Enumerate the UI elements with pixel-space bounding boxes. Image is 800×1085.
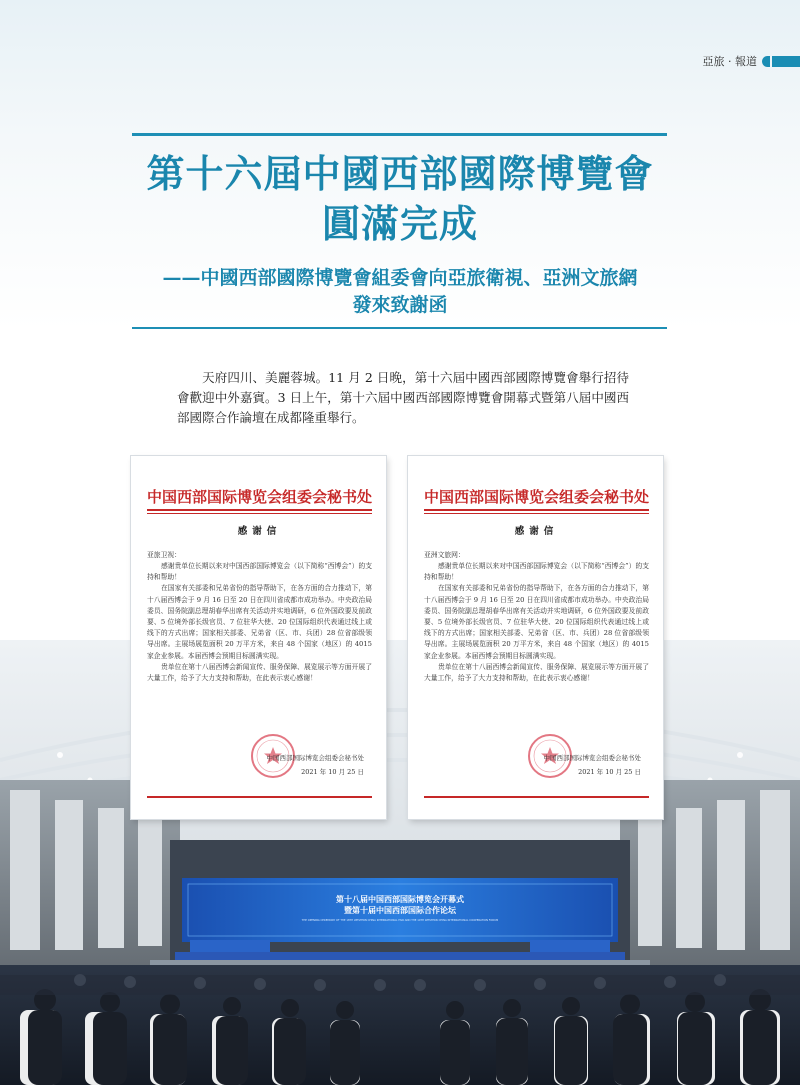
- letter-org-head: 中国西部国际博览会组委会秘书处: [424, 488, 650, 506]
- letter-signature-org: 中国西部国际博览会组委会秘书处: [543, 754, 641, 762]
- letter-signature-date: 2021 年 10 月 25 日: [301, 768, 364, 776]
- letter-signature-date: 2021 年 10 月 25 日: [578, 768, 641, 776]
- letter-head-rule-thin: [147, 513, 372, 514]
- conference-hall-photo: [0, 640, 800, 1085]
- letter-body: [424, 561, 649, 684]
- screen-title-line-1: 第十八届中国西部国际博览会开幕式: [336, 895, 464, 904]
- subtitle-line-1: ——中國西部國際博覽會組委會向亞旅衛視、亞洲文旅網: [162, 267, 638, 289]
- section-label-text: 亞旅 · 報道: [702, 55, 757, 68]
- letter-signature: [267, 751, 365, 779]
- letter-head-rule: [424, 509, 649, 511]
- thank-you-letter-left: [131, 456, 386, 819]
- subtitle-line-2: 發來致謝函: [352, 294, 448, 316]
- letter-doc-title: 感谢信: [514, 526, 559, 537]
- letter-body: [147, 561, 372, 684]
- letter-foot-rule: [424, 796, 649, 798]
- screen-title-line-2: 暨第十届中国西部国际合作论坛: [344, 906, 456, 915]
- letter-doc-title: 感谢信: [237, 526, 282, 537]
- letter-head-rule: [147, 509, 372, 511]
- letter-paragraph: 在国家有关部委和兄弟省份的指导帮助下，在各方面的合力推动下，第十八届西博会于 9 月 16 日至 20 日在四川省成都市成功举办。中央政治局委员、国务院副总理胡春华出席有关活动并实地调研，6 位外国政要及前政要、5 位境外部长级官员、7 位驻华大使、20 位国际组织代表通过线上或线下的方式出席；国家相关部委、兄弟省（区、市、兵团）28 位省部级领导出席。主展场展览面积 20 万平方米，来自 48 个国家（地区）的 4015 家企业参展。本届西博会预期目标圆满实现。: [424, 584, 649, 660]
- letter-salutation: 亚洲文旅网：: [424, 551, 465, 559]
- title-rule-bottom: [132, 327, 667, 329]
- letter-org-head: 中国西部国际博览会组委会秘书处: [147, 488, 373, 506]
- letter-salutation: 亚旅卫视：: [147, 551, 181, 559]
- headline-line-1: 第十六屆中國西部國際博覽會: [146, 151, 654, 196]
- title-rule-top: [132, 133, 667, 136]
- headline-line-2: 圓滿完成: [321, 201, 478, 246]
- thank-you-letter-right: [408, 456, 663, 819]
- letter-head-rule-thin: [424, 513, 649, 514]
- letter-signature-org: 中国西部国际博览会组委会秘书处: [266, 754, 364, 762]
- section-marker-icon: [762, 56, 770, 67]
- section-marker-bar: [772, 56, 800, 67]
- lead-paragraph: [177, 368, 629, 428]
- lead-text: 天府四川、美麗蓉城。11 月 2 日晚，第十六屆中國西部國際博覽會舉行招待會歡迎中外嘉賓。3 日上午，第十六屆中國西部國際博覽會開幕式暨第八屆中國西部國際合作論壇在成都隆重舉行。: [177, 370, 629, 425]
- letter-foot-rule: [147, 796, 372, 798]
- screen-subtitle: THE OPENING CEREMONY OF THE 18TH WESTERN CHINA INTERNATIONAL FAIR AND THE 10TH WESTERN CHINA INTERNATIONAL COOPERATION FORUM: [301, 919, 499, 922]
- letter-paragraph: 感谢贵单位长期以来对中国西部国际博览会（以下简称“西博会”）的支持和帮助！: [147, 562, 372, 582]
- section-label: [703, 53, 800, 69]
- letter-paragraph: 贵单位在第十八届西博会新闻宣传、服务保障、展览展示等方面开展了大量工作，给予了大力支持和帮助，在此表示衷心感谢！: [424, 662, 649, 683]
- letter-paragraph: 在国家有关部委和兄弟省份的指导帮助下，在各方面的合力推动下，第十八届西博会于 9 月 16 日至 20 日在四川省成都市成功举办。中央政治局委员、国务院副总理胡春华出席有关活动并实地调研，6 位外国政要及前政要、5 位境外部长级官员、7 位驻华大使、20 位国际组织代表通过线上或线下的方式出席；国家相关部委、兄弟省（区、市、兵团）28 位省部级领导出席。主展场展览面积 20 万平方米，来自 48 个国家（地区）的 4015 家企业参展。本届西博会预期目标圆满实现。: [147, 584, 372, 660]
- letter-paragraph: 贵单位在第十八届西博会新闻宣传、服务保障、展览展示等方面开展了大量工作，给予了大力支持和帮助，在此表示衷心感谢！: [147, 662, 372, 683]
- letter-paragraph: 感谢贵单位长期以来对中国西部国际博览会（以下简称“西博会”）的支持和帮助！: [424, 562, 649, 582]
- letter-signature: [544, 751, 642, 779]
